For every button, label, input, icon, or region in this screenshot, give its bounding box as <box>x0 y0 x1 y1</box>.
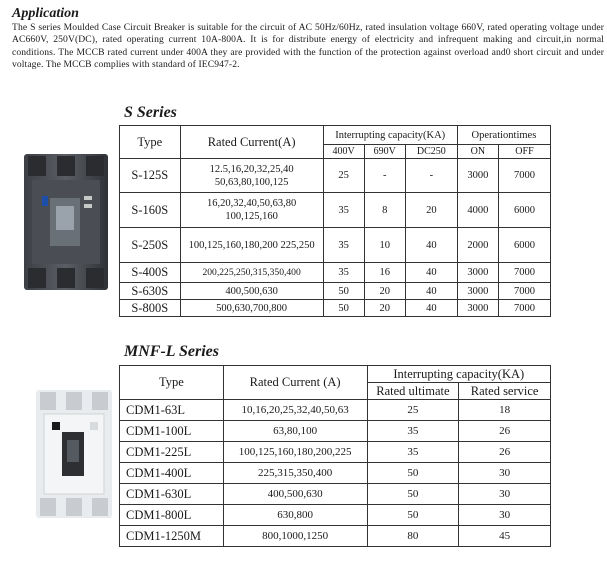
value-cell: 35 <box>323 193 364 228</box>
current-cell: 400,500,630 <box>180 283 323 300</box>
value-cell: 16 <box>364 263 405 283</box>
value-cell: 30 <box>459 463 551 484</box>
value-cell: 7000 <box>498 263 550 283</box>
value-cell: 30 <box>459 484 551 505</box>
s-header-type: Type <box>120 126 181 159</box>
value-cell: 26 <box>459 421 551 442</box>
application-text: The S series Moulded Case Circuit Breaker is suitable for the circuit of AC 50Hz/60Hz, rated insulation voltage 660V, rated operating voltage under AC660V, 250V(DC), rated operating current 10A-800A. It is for distribute energy of electricity and infrequent making and circuit,in normal conditions. The MCCB rated current under 400A they are provided with the function of the protection against overload and0 short circuit and under voltage. The MCCB complies with standard of IEC947-2. <box>12 22 604 70</box>
s-header-rated-current: Rated Current(A) <box>180 126 323 159</box>
value-cell: 50 <box>367 484 459 505</box>
current-cell: 225,315,350,400 <box>223 463 367 484</box>
value-cell: 50 <box>323 300 364 317</box>
value-cell: 40 <box>405 228 457 263</box>
current-cell: 800,1000,1250 <box>223 526 367 547</box>
s-header-400v: 400V <box>323 145 364 159</box>
current-cell: 16,20,32,40,50,63,80 100,125,160 <box>180 193 323 228</box>
value-cell: - <box>405 159 457 193</box>
current-cell: 63,80,100 <box>223 421 367 442</box>
table-row <box>120 263 551 283</box>
current-cell: 100,125,160,180,200 225,250 <box>180 228 323 263</box>
value-cell: 20 <box>364 300 405 317</box>
type-cell: CDM1-225L <box>120 442 224 463</box>
current-cell: 10,16,20,25,32,40,50,63 <box>223 400 367 421</box>
application-heading: Application <box>12 6 79 21</box>
type-cell: S-800S <box>120 300 181 317</box>
value-cell: 40 <box>405 300 457 317</box>
value-cell: 50 <box>367 463 459 484</box>
mnf-series-table <box>119 365 551 547</box>
value-cell: 25 <box>323 159 364 193</box>
mnf-header-rated-current: Rated Current (A) <box>223 366 367 400</box>
mnf-series-title: MNF-L Series <box>124 343 219 360</box>
type-cell: S-630S <box>120 283 181 300</box>
table-row <box>120 421 551 442</box>
table-row <box>120 283 551 300</box>
s-header-off: OFF <box>498 145 550 159</box>
value-cell: 6000 <box>498 193 550 228</box>
type-cell: CDM1-630L <box>120 484 224 505</box>
value-cell: 40 <box>405 283 457 300</box>
s-header-on: ON <box>457 145 498 159</box>
table-row <box>120 526 551 547</box>
s-header-operation: Operationtimes <box>457 126 550 145</box>
value-cell: 35 <box>323 263 364 283</box>
value-cell: 3000 <box>457 159 498 193</box>
value-cell: 40 <box>405 263 457 283</box>
value-cell: 10 <box>364 228 405 263</box>
value-cell: 50 <box>323 283 364 300</box>
type-cell: S-160S <box>120 193 181 228</box>
value-cell: 6000 <box>498 228 550 263</box>
s-header-interrupting: Interrupting capacity(KA) <box>323 126 457 145</box>
table-row <box>120 505 551 526</box>
value-cell: 20 <box>405 193 457 228</box>
value-cell: 2000 <box>457 228 498 263</box>
current-cell: 500,630,700,800 <box>180 300 323 317</box>
type-cell: S-250S <box>120 228 181 263</box>
mnf-header-type: Type <box>120 366 224 400</box>
value-cell: 50 <box>367 505 459 526</box>
value-cell: 35 <box>367 442 459 463</box>
current-cell: 12.5,16,20,32,25,40 50,63,80,100,125 <box>180 159 323 193</box>
value-cell: 20 <box>364 283 405 300</box>
value-cell: 3000 <box>457 283 498 300</box>
type-cell: CDM1-400L <box>120 463 224 484</box>
type-cell: CDM1-1250M <box>120 526 224 547</box>
table-row <box>120 228 551 263</box>
value-cell: 3000 <box>457 263 498 283</box>
current-cell: 200,225,250,315,350,400 <box>180 263 323 283</box>
value-cell: 8 <box>364 193 405 228</box>
value-cell: 45 <box>459 526 551 547</box>
s-header-dc250: DC250 <box>405 145 457 159</box>
table-row <box>120 484 551 505</box>
table-row <box>120 300 551 317</box>
type-cell: CDM1-800L <box>120 505 224 526</box>
type-cell: S-125S <box>120 159 181 193</box>
table-row <box>120 463 551 484</box>
value-cell: 4000 <box>457 193 498 228</box>
mnf-series-breaker-image <box>34 388 114 520</box>
current-cell: 400,500,630 <box>223 484 367 505</box>
value-cell: 7000 <box>498 159 550 193</box>
value-cell: - <box>364 159 405 193</box>
table-row <box>120 193 551 228</box>
mnf-header-interrupting: Interrupting capacity(KA) <box>367 366 550 383</box>
table-row <box>120 159 551 193</box>
value-cell: 35 <box>323 228 364 263</box>
value-cell: 25 <box>367 400 459 421</box>
value-cell: 3000 <box>457 300 498 317</box>
table-row <box>120 442 551 463</box>
value-cell: 7000 <box>498 300 550 317</box>
value-cell: 80 <box>367 526 459 547</box>
s-header-690v: 690V <box>364 145 405 159</box>
type-cell: CDM1-100L <box>120 421 224 442</box>
s-series-table <box>119 125 551 317</box>
value-cell: 18 <box>459 400 551 421</box>
mnf-header-ultimate: Rated ultimate <box>367 383 459 400</box>
current-cell: 100,125,160,180,200,225 <box>223 442 367 463</box>
table-row <box>120 400 551 421</box>
value-cell: 7000 <box>498 283 550 300</box>
value-cell: 26 <box>459 442 551 463</box>
type-cell: CDM1-63L <box>120 400 224 421</box>
s-series-title: S Series <box>124 104 177 121</box>
s-series-breaker-image <box>20 152 112 292</box>
current-cell: 630,800 <box>223 505 367 526</box>
type-cell: S-400S <box>120 263 181 283</box>
value-cell: 30 <box>459 505 551 526</box>
mnf-header-service: Rated service <box>459 383 551 400</box>
value-cell: 35 <box>367 421 459 442</box>
